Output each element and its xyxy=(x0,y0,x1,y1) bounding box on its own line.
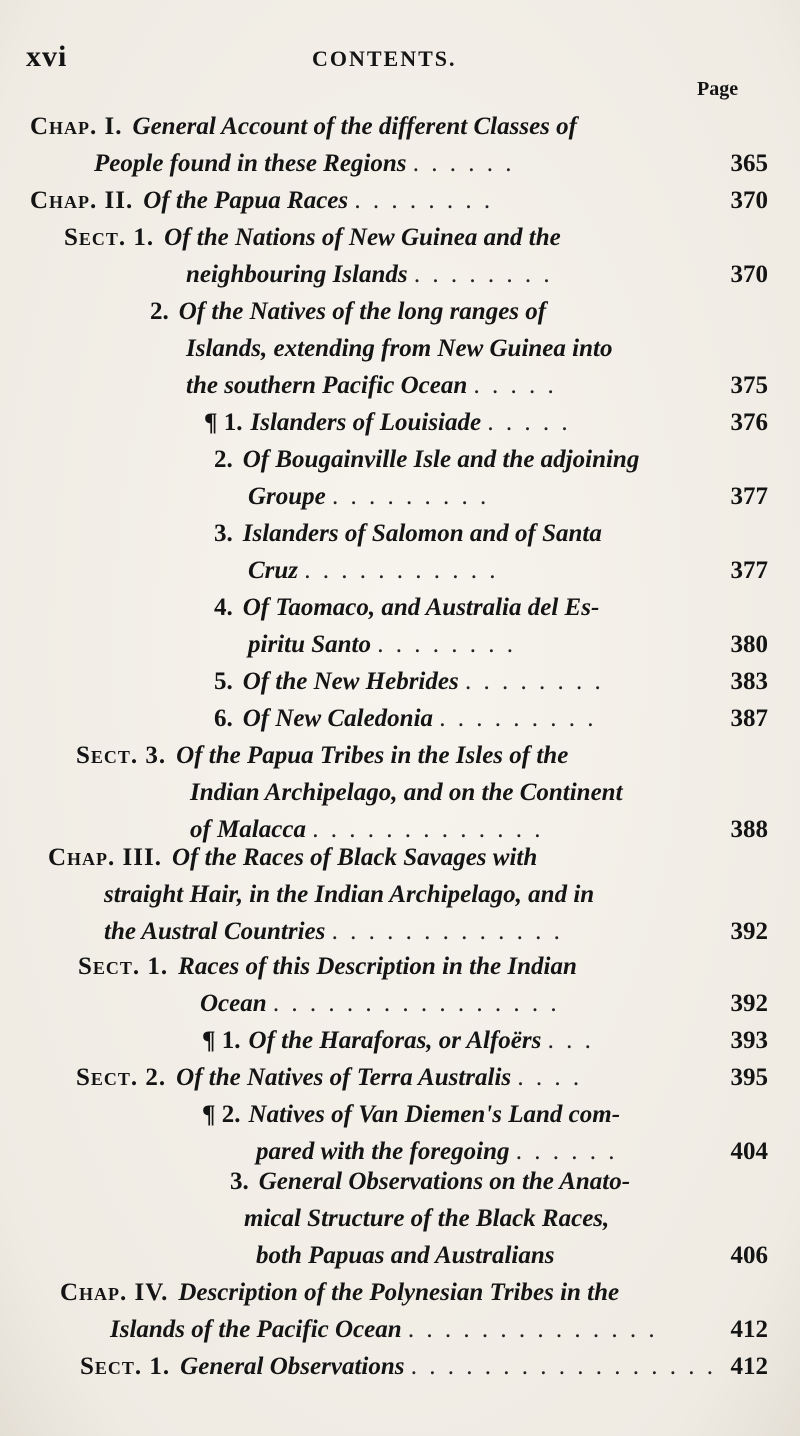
entry-label: 6. xyxy=(214,705,233,732)
entry-title-line: straight Hair, in the Indian Archipelago, and in xyxy=(104,881,595,908)
entry-page-number: 388 xyxy=(730,816,768,843)
leader-dots: . . . . . . . . xyxy=(413,261,553,288)
entry-label: Sect. 3. xyxy=(76,742,167,769)
entry-page-number: 377 xyxy=(730,557,768,584)
entry-title-line: the Austral Countries xyxy=(104,918,326,945)
entry-label: Sect. 1. xyxy=(80,1353,171,1380)
entry-page-number: 393 xyxy=(730,1027,768,1054)
entry-title-line: Groupe xyxy=(248,483,326,510)
entry-title-line: Natives of Van Diemen's Land com- xyxy=(248,1101,621,1128)
entry-title-line: Of the Natives of Terra Australis xyxy=(176,1064,512,1091)
entry-label: 5. xyxy=(214,668,233,695)
entry-title-line: Of the Races of Black Savages with xyxy=(172,844,538,871)
entry-title-line: Description of the Polynesian Tribes in the xyxy=(178,1279,620,1306)
entry-label: Sect. 1. xyxy=(64,224,155,251)
entry-label: ¶ 2. xyxy=(202,1101,241,1128)
entry-title-line: General Observations xyxy=(180,1353,405,1380)
entry-title-line: Of the Haraforas, or Alfoërs xyxy=(248,1027,542,1054)
entry-page-number: 392 xyxy=(730,918,768,945)
entry-title-line: of Malacca xyxy=(190,816,306,843)
entry-page-number: 412 xyxy=(730,1316,768,1343)
entry-title-line: Of the Nations of New Guinea and the xyxy=(164,224,561,251)
entry-title-line: Of the Papua Races xyxy=(143,187,349,214)
entry-page-number: 375 xyxy=(730,372,768,399)
entry-title-line: Of Taomaco, and Australia del Es- xyxy=(242,594,600,621)
leader-dots: . . . . . . . . . xyxy=(439,705,597,732)
entry-title-line: Cruz xyxy=(248,557,299,584)
leader-dots: . . . . . . . . . . . . . xyxy=(312,816,544,843)
entry-title-line: neighbouring Islands xyxy=(186,261,408,288)
leader-dots: . . . . . . . . . . . . . . . . . xyxy=(410,1353,716,1380)
entry-title-line: Races of this Description in the Indian xyxy=(178,953,577,980)
entry-label: Chap. II. xyxy=(30,187,134,214)
entry-label: ¶ 1. xyxy=(202,1027,241,1054)
leader-dots: . . . . . xyxy=(487,409,571,436)
leader-dots: . . . . . . . . xyxy=(354,187,494,214)
leader-dots: . . . . . . . . . . . . . xyxy=(331,918,563,945)
entry-page-number: 380 xyxy=(730,631,768,658)
entry-page-number: 376 xyxy=(730,409,768,436)
entry-title-line: Of Bougainville Isle and the adjoining xyxy=(242,446,640,473)
entry-title-line: mical Structure of the Black Races, xyxy=(244,1205,610,1232)
entry-label: ¶ 1. xyxy=(204,409,243,436)
entry-page-number: 392 xyxy=(730,990,768,1017)
leader-dots: . . . . . . . . . . . . . . xyxy=(407,1316,658,1343)
entry-title-line: Of New Caledonia xyxy=(242,705,434,732)
leader-dots: . . . . . . xyxy=(515,1138,618,1165)
page-column-label: Page xyxy=(697,78,739,100)
entry-title-line: Islands, extending from New Guinea into xyxy=(186,335,613,362)
entry-title-line: People found in these Regions xyxy=(94,150,407,177)
entry-title-line: General Observations on the Anato- xyxy=(258,1168,631,1195)
entry-label: 3. xyxy=(214,520,233,547)
entry-label: Sect. 2. xyxy=(76,1064,167,1091)
entry-title-line: pared with the foregoing xyxy=(256,1138,510,1165)
leader-dots: . . . xyxy=(547,1027,594,1054)
entry-page-number: 370 xyxy=(730,261,768,288)
entry-page-number: 395 xyxy=(730,1064,768,1091)
entry-label: Chap. IV. xyxy=(60,1279,169,1306)
leader-dots: . . . . xyxy=(517,1064,583,1091)
entry-label: 2. xyxy=(214,446,233,473)
running-title: CONTENTS. xyxy=(312,46,457,71)
entry-page-number: 412 xyxy=(730,1353,768,1380)
folio-number: xvi xyxy=(26,40,68,73)
entry-label: 3. xyxy=(230,1168,249,1195)
entry-title-line: the southern Pacific Ocean xyxy=(186,372,468,399)
entry-title-line: Islands of the Pacific Ocean xyxy=(110,1316,402,1343)
entry-label: 2. xyxy=(150,298,169,325)
leader-dots: . . . . . . . . xyxy=(377,631,516,658)
entry-title-line: Ocean xyxy=(200,990,267,1017)
leader-dots: . . . . . . . . . . . . . . . . xyxy=(272,990,560,1017)
leader-dots: . . . . . . . . . xyxy=(332,483,490,510)
entry-page-number: 406 xyxy=(730,1242,768,1269)
entry-title-line: both Papuas and Australians xyxy=(256,1242,555,1269)
entry-title-line: piritu Santo xyxy=(248,631,371,658)
entry-page-number: 365 xyxy=(730,150,768,177)
leader-dots: . . . . . xyxy=(473,372,557,399)
entry-title-line: Of the Natives of the long ranges of xyxy=(178,298,547,325)
entry-title-line: General Account of the different Classes of xyxy=(132,113,577,140)
leader-dots: . . . . . . . . xyxy=(464,668,604,695)
entry-label: Sect. 1. xyxy=(78,953,169,980)
entry-title-line: Indian Archipelago, and on the Continent xyxy=(190,779,623,806)
entry-page-number: 387 xyxy=(730,705,768,732)
entry-label: Chap. III. xyxy=(48,844,162,871)
entry-title-line: Of the Papua Tribes in the Isles of the xyxy=(176,742,569,769)
entry-page-number: 377 xyxy=(730,483,768,510)
leader-dots: . . . . . . . . . . . xyxy=(304,557,499,584)
entry-title-line: Islanders of Salomon and of Santa xyxy=(242,520,602,547)
entry-label: Chap. I. xyxy=(30,113,123,140)
entry-page-number: 404 xyxy=(730,1138,768,1165)
entry-page-number: 383 xyxy=(730,668,768,695)
entry-page-number: 370 xyxy=(730,187,768,214)
entry-title-line: Of the New Hebrides xyxy=(242,668,459,695)
leader-dots: . . . . . . xyxy=(412,150,515,177)
entry-title-line: Islanders of Louisiade xyxy=(250,409,482,436)
entry-label: 4. xyxy=(214,594,233,621)
